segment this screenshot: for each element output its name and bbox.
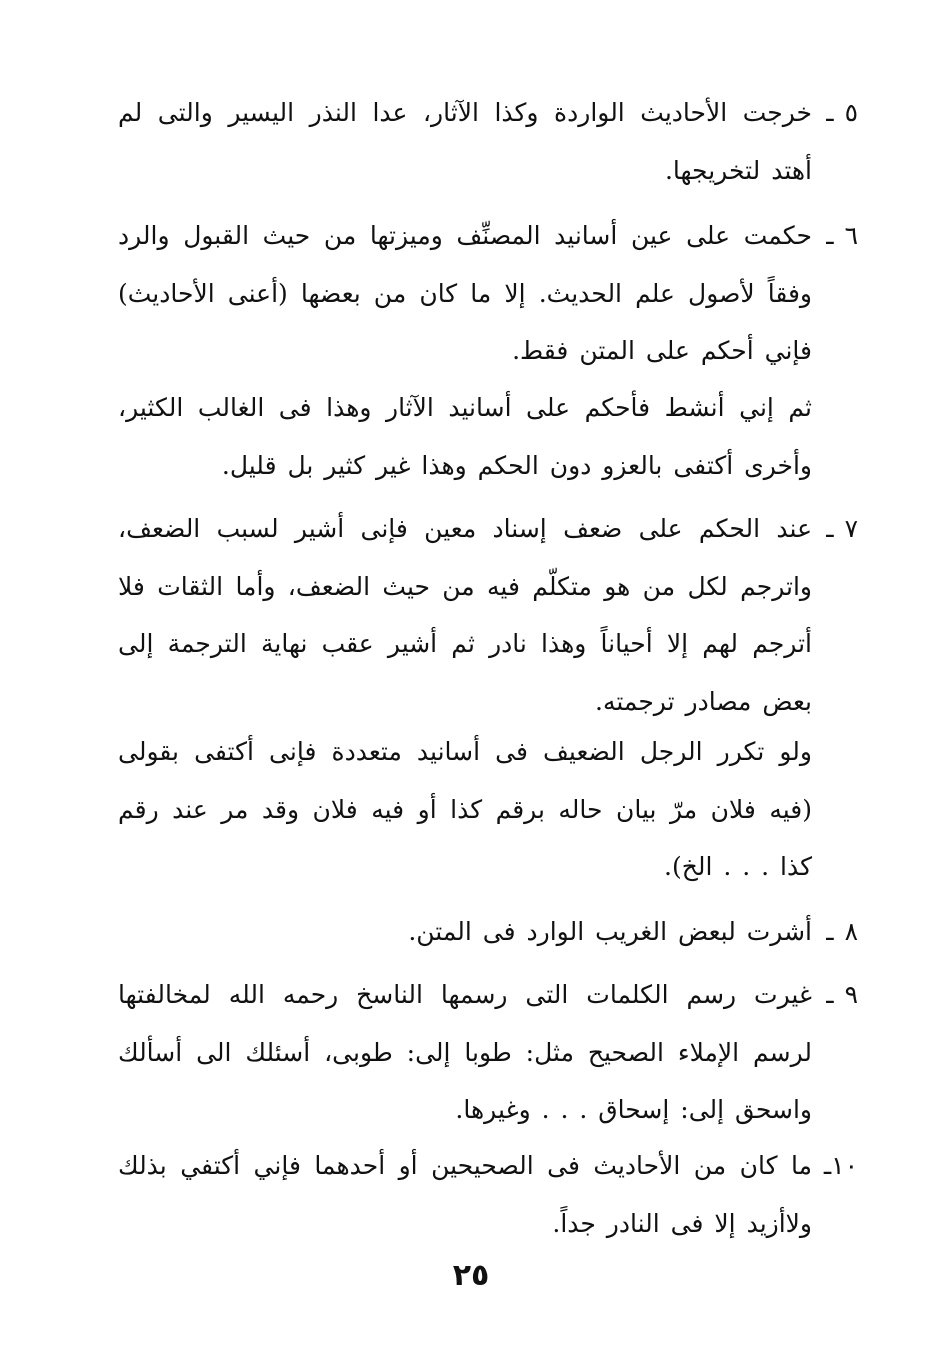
item-7: [118, 500, 858, 730]
item-number: ٨ ـ: [826, 917, 858, 946]
item-text: غيرت رسم الكلمات التى رسمها الناسخ رحمه الله لمخالفتها لرسم الإملاء الصحيح مثل: طوبا إلى: طوبى، أسئلك الى أسألك واسحق إلى: إسحاق . . . وغيرها.: [118, 980, 812, 1124]
item-text: خرجت الأحاديث الواردة وكذا الآثار، عدا النذر اليسير والتى لم أهتد لتخريجها.: [118, 98, 812, 185]
item-8: [118, 903, 858, 961]
item-number: ١٠ـ: [823, 1151, 858, 1180]
item-7-continuation: [118, 723, 858, 896]
item-6-continuation: [118, 379, 858, 494]
item-number: ٧ ـ: [826, 514, 858, 543]
item-number: ٩ ـ: [826, 980, 858, 1009]
item-9: [118, 966, 858, 1139]
item-number: ٥ ـ: [826, 98, 858, 127]
item-text: عند الحكم على ضعف إسناد معين فإنى أشير لسبب الضعف، واترجم لكل من هو متكلّم فيه من حيث الضعف، وأما الثقات فلا أترجم لهم إلا أحياناً وهذا نادر ثم أشير عقب نهاية الترجمة إلى بعض مصادر ترجمته.: [118, 514, 812, 716]
item-6: [118, 207, 858, 380]
item-5: [118, 84, 858, 199]
paragraph: ولو تكرر الرجل الضعيف فى أسانيد متعددة فإنى أكتفى بقولى (فيه فلان مرّ بيان حاله برقم كذا أو فيه فلان وقد مر عند رقم كذا . . . الخ).: [118, 737, 812, 881]
item-10: [118, 1137, 858, 1252]
item-text: ما كان من الأحاديث فى الصحيحين أو أحدهما فإني أكتفي بذلك ولاأزيد إلا فى النادر جداً.: [118, 1151, 812, 1238]
page-number: ٢٥: [452, 1258, 490, 1293]
item-text: أشرت لبعض الغريب الوارد فى المتن.: [408, 917, 812, 946]
item-text: حكمت على عين أسانيد المصنِّف وميزتها من حيث القبول والرد وفقاً لأصول علم الحديث. إلا ما كان من بعضها (أعنى الأحاديث) فإني أحكم على المتن فقط.: [118, 221, 812, 365]
paragraph: ثم إني أنشط فأحكم على أسانيد الآثار وهذا فى الغالب الكثير، وأخرى أكتفى بالعزو دون الحكم وهذا غير كثير بل قليل.: [118, 393, 812, 480]
item-number: ٦ ـ: [826, 221, 858, 250]
